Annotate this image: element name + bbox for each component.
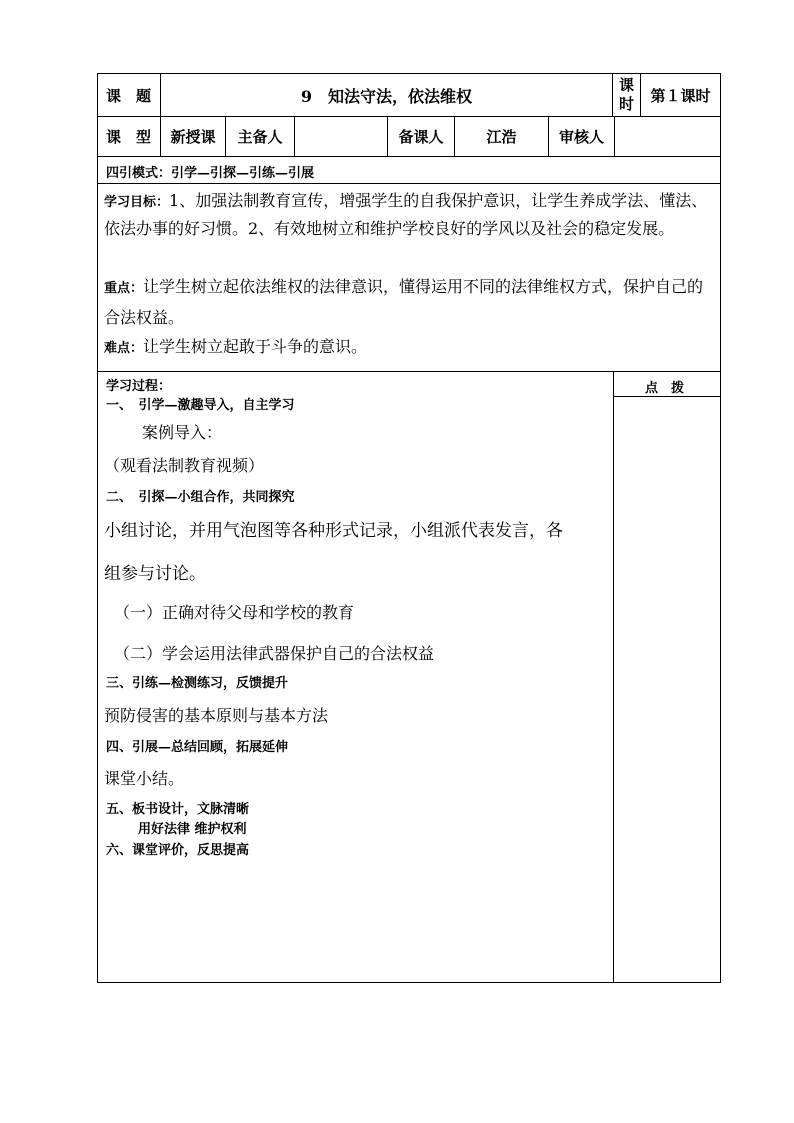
notes-label: 点 拨 (645, 381, 685, 396)
section-4-line-1: 课堂小结。 (104, 769, 185, 788)
prep-label-text: 备课人 (398, 128, 444, 146)
prep-value (455, 117, 549, 156)
mode-row (97, 156, 721, 372)
difficulty-label: 难点： (104, 341, 144, 356)
key-point-label: 重点： (104, 281, 144, 296)
lead-label-text: 主备人 (237, 128, 283, 146)
lead-value (295, 117, 388, 156)
type-value-text: 新授课 (170, 128, 216, 146)
period-value (641, 74, 720, 116)
topic-title (161, 74, 613, 116)
section-1-line-1: 案例导入： (142, 423, 223, 442)
lesson-plan-table (97, 73, 721, 983)
section-2-line-1: 小组讨论，并用气泡图等各种形式记录，小组派代表发言，各 (104, 521, 563, 541)
lead-label (226, 117, 295, 156)
difficulty (104, 334, 716, 362)
objectives-label: 学习目标： (104, 195, 170, 210)
period-label-line1: 课 (618, 76, 634, 94)
section-2-item-2: （二）学会运用法律武器保护自己的合法权益 (114, 644, 435, 663)
section-1-line-2: （观看法制教育视频） (104, 456, 265, 475)
key-point-text: 让学生树立起依法维权的法律意识，懂得运用不同的法律维权方式，保护自己的合法权益。 (104, 277, 704, 327)
title-row (97, 73, 721, 117)
review-label (549, 117, 615, 156)
difficulty-text: 让学生树立起敢于斗争的意识。 (143, 337, 368, 356)
section-2-heading: 二、 引探—小组合作，共同探究 (106, 490, 295, 505)
period-label (613, 74, 641, 116)
objectives-text: 1、加强法制教育宣传，增强学生的自我保护意识，让学生养成学法、懂法、依法办事的好习惯。2、有效地树立和维护学校良好的学风以及社会的稳定发展。 (104, 191, 708, 238)
period-label-line2: 时 (618, 95, 634, 113)
topic-label-text: 课 题 (106, 86, 152, 105)
mode-text: 四引模式：引学—引探—引练—引展 (106, 166, 315, 181)
type-label (98, 117, 161, 156)
section-2-line-2: 组参与讨论。 (104, 564, 206, 584)
section-3-line-1: 预防侵害的基本原则与基本方法 (104, 706, 329, 725)
topic-label (98, 74, 161, 116)
type-value (161, 117, 226, 156)
mode-divider (98, 183, 720, 184)
period-value-text: 第１课时 (650, 86, 711, 105)
staff-row (97, 116, 721, 157)
process-row (97, 371, 721, 983)
section-6-heading: 六、课堂评价，反思提高 (106, 843, 250, 858)
section-4-heading: 四、引展—总结回顾，拓展延伸 (106, 740, 289, 755)
section-2-item-1: （一）正确对待父母和学校的教育 (114, 603, 355, 622)
section-3-heading: 三、引练—检测练习，反馈提升 (106, 676, 289, 691)
objectives (104, 188, 716, 242)
key-point (104, 272, 716, 332)
notes-column-divider (613, 372, 614, 982)
prep-label (388, 117, 455, 156)
review-value (615, 117, 720, 156)
prep-value-text: 江浩 (486, 128, 517, 146)
topic-title-text: 9 知法守法，依法维权 (300, 86, 473, 106)
process-label: 学习过程： (106, 379, 172, 394)
section-5-heading: 五、板书设计，文脉清晰 (106, 802, 250, 817)
section-5-line-1: 用好法律 维护权利 (138, 822, 247, 837)
notes-header-divider (614, 396, 720, 397)
type-label-text: 课 型 (106, 128, 152, 146)
section-1-heading: 一、 引学—激趣导入，自主学习 (106, 398, 295, 413)
review-label-text: 审核人 (558, 128, 604, 146)
